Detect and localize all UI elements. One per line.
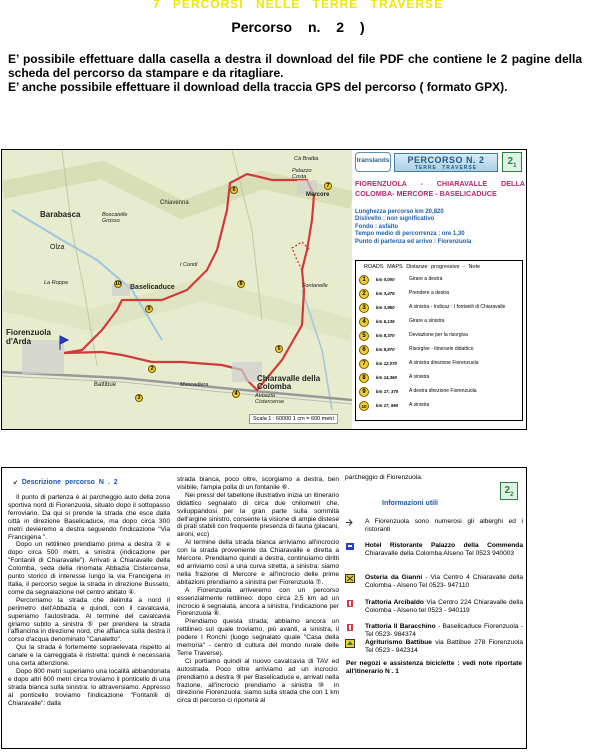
trattoria-icon	[345, 599, 355, 608]
waypoint-marker-4: 4	[232, 390, 240, 398]
route-subtitle: Percorso n. 2 )	[231, 19, 365, 35]
road-step-km: km 14,360	[376, 375, 397, 380]
map-label-i-condi: I Condi	[180, 262, 198, 268]
waypoint-marker-9: 9	[145, 305, 153, 313]
map-scale: Scala 1 : 60000 1 cm = 600 metri	[249, 414, 338, 424]
route-page-index: 2	[510, 492, 514, 498]
roads-table-header: ROADS MAPS Distanze progressive - Note	[364, 264, 481, 270]
info-title: Informazioni utili	[382, 500, 438, 507]
road-step-desc: A sinistra	[409, 374, 430, 380]
map-label-fontanelle: Fontanelle	[302, 283, 328, 289]
info-item-text	[365, 599, 523, 614]
road-step-km: km 3,475	[376, 291, 395, 296]
waypoint-marker-5: 5	[275, 345, 283, 353]
map-label-boscatelle: Boscatelle Grosso	[102, 212, 128, 224]
route-sheet-page-2[interactable]	[1, 467, 527, 749]
osteria-icon	[345, 574, 355, 583]
map-label-chiaravalle: Chiaravalle della Colomba	[257, 374, 321, 391]
map-label-ca-brattia: Cà Brattia	[294, 156, 319, 162]
road-step-number: 6	[359, 345, 369, 355]
map-label-olza: Olza	[50, 244, 65, 251]
road-step-desc: Deviazione per la risorgiva	[409, 332, 468, 338]
description-paragraph: Prendiamo questa strada; abbiamo ancora un rettilineo sul quale troviamo, più avanti, a sinistra, il podere I Ronchi (luogo segnalato quale "Casa della memoria" - centro di cultura del mondo rurale delle Terre Traverse).	[177, 618, 339, 657]
intro-text	[8, 52, 582, 94]
waypoint-marker-7: 7	[324, 182, 332, 190]
route-number-badge	[502, 152, 522, 172]
map-label-baselicaduce: Baselicaduce	[130, 284, 175, 291]
road-step-desc: Girare a sinistra	[409, 318, 445, 324]
map-label-fiorenzuola: Fiorenzuola d'Arda	[6, 328, 51, 346]
road-row	[359, 373, 521, 386]
road-row	[359, 331, 521, 344]
route-time: Tempo medio di percorrenza : ore 1,30	[355, 231, 465, 238]
waypoint-marker-10: 10	[115, 281, 122, 287]
agriturismo-icon	[345, 639, 355, 648]
description-paragraph: Nei pressi del tabellone illustrativo inizia un itinerario didattico segnalato di circa due chilometri che, sviluppandosi per la gran parte sulla sommità dell'argine sinistro, consente la visione di ampie distese di prati stabili con frequente presenza di fauna (placani, aironi, ecc)	[177, 491, 339, 539]
route-sheet-page-1[interactable]	[1, 149, 527, 430]
route-elevation: Dislivello : non significativo	[355, 216, 435, 223]
description-title	[13, 479, 118, 486]
description-paragraph: Dopo un rettilineo prendiamo prima a destra ② e dopo circa 500 metri, a sinistra (indicazione per "Fontanili di Chiaravalle"). Arrivati a Chiaravalle della Colomba, seda della rinomata Abbazia Cistercense, punto storico di interesse lungo la via Francigena in Italia, il percorso segue la strada in direzione Busseto, come da segnalazione nel centro abitato ④.	[8, 541, 170, 596]
info-item-name: Osteria da Gianni	[365, 574, 423, 581]
road-step-desc: A sinistra	[409, 402, 430, 408]
road-step-number: 2	[359, 289, 369, 299]
road-row	[359, 317, 521, 330]
info-item-text	[365, 542, 523, 557]
route-page-index: 1	[513, 163, 517, 169]
road-row	[359, 275, 521, 288]
road-step-number: 5	[359, 331, 369, 341]
info-item-name: Agriturismo Battibue	[365, 639, 432, 646]
hotel-icon	[345, 542, 355, 551]
description-paragraph: Il punto di partenza è al parcheggio auto della zona sportiva nord di Fiorenzuola, situato dopo il sottopasso ferroviario. Da qui si prende la strada che esce dalla città in direzione Baselicaduce, ma dopo circa 300 metri devieremo a destra seguendo l'indicazione "Via Francigena ".	[8, 494, 170, 541]
route-surface: Fondo : asfalto	[355, 223, 398, 230]
page-number-badge	[500, 482, 518, 500]
road-step-number: 4	[359, 317, 369, 327]
translands-logo: translands	[355, 152, 391, 172]
route-banner-sub: TERRE TRAVERSE	[414, 165, 478, 171]
intro-line-2: E’ anche possibile effettuare il download della traccia GPS del percorso ( formato GPX).	[8, 80, 508, 94]
road-row	[359, 401, 521, 414]
waypoint-marker-2: 2	[148, 365, 156, 373]
waypoint-marker-3: 3	[135, 394, 143, 402]
road-step-km: km 12,070	[376, 361, 397, 366]
route-number: 2	[507, 156, 514, 167]
info-item-text	[365, 639, 523, 654]
arrow-icon: ↙	[13, 480, 22, 486]
intro-line-1: E’ possibile effettuare dalla casella a destra il download del file PDF che contiene le 2 pagine della scheda del percorso da stampare e da ritagliare.	[8, 52, 582, 80]
description-column-2	[177, 476, 339, 705]
road-row	[359, 387, 521, 400]
map-label-battibue: Battibue	[94, 382, 117, 388]
road-step-desc: A sinistra direzione Fiorenzuola	[409, 360, 479, 366]
road-step-number: 7	[359, 359, 369, 369]
road-step-km: km 0,000	[376, 277, 395, 282]
route-name: FIORENZUOLA - CHIARAVALLE DELLA COLOMBA- MERCORE - BASELICADUCE	[355, 179, 525, 198]
trattoria-icon	[345, 623, 355, 632]
info-item-text	[365, 574, 523, 589]
road-row	[359, 289, 521, 302]
info-item-details: Via Centro 224 Chiaravalle della Colomba - Alseno tel 0523 - 940119	[365, 599, 523, 614]
description-paragraph: strada bianca, poco oltre, scorgiamo a destra, ben visibile, l'ampia polla di un fontanile ⑥.	[177, 476, 339, 491]
map-label-barabasca: Barabasca	[40, 210, 81, 219]
road-step-km: km 8,370	[376, 333, 395, 338]
route-number: 2	[504, 485, 511, 496]
info-item-name: Trattoria Il Baracchino	[365, 623, 436, 630]
route-map	[2, 150, 352, 429]
road-step-number: 9	[359, 387, 369, 397]
description-paragraph: Ci portiamo quindi al nuovo cavalcavia di TAV ed autostrada. Poco oltre arriviamo ad un incrocio: prendiamo a destra ⑨ per Baselicaduce e, arrivati nella frazione, all'incrocio prendiamo a sinistra ⑩ in direzione Fiorenzuola: siamo sulla strada che con 1 km circa di percorso ci riporterà al	[177, 657, 339, 705]
road-step-desc: A destra direzione Fiorenzuola	[409, 388, 477, 394]
road-row	[359, 359, 521, 372]
info-item-details: via Battibue 278 Fiorenzuola Tel 0523 - 942314	[365, 639, 523, 654]
info-item-details: Chiaravalle della Colomba Alseno Tel 0523 940003	[365, 549, 515, 557]
map-label-palazzo-costa: Palazzo Costa	[292, 168, 312, 180]
road-step-km: km 17, 950	[376, 403, 399, 408]
info-item-text	[365, 623, 523, 638]
road-row	[359, 345, 521, 358]
map-label-abbazia: Abbazia Cistercense	[255, 393, 285, 405]
road-step-km: km 8,870	[376, 347, 395, 352]
description-column-1	[8, 494, 170, 707]
route-start: Punto di partenza ed arrivo : Fiorenzuola	[355, 238, 472, 245]
roads-map-table	[355, 260, 523, 421]
description-title-text: Descrizione percorso N . 2	[21, 479, 118, 486]
road-step-desc: Risorgive - itinerario didattico	[409, 346, 474, 352]
road-step-desc: A sinistra - Indicaz : I fontanili di Chiaravalle	[409, 304, 506, 310]
road-step-desc: Girare a destra	[409, 276, 443, 282]
map-label-mercore: Mercore	[306, 192, 330, 198]
description-paragraph: A Fiorenzuola arriveremo con un percorso essenzialmente rettilineo: dopo circa 2,5 km ad un incrocio è segnalata, ancora a sinistra, l'indicazione per Fiorenzuola ⑧.	[177, 586, 339, 618]
description-paragraph: Qui la strada è fortemente sopraelevata rispetto al canale e la carreggiata è ristretta: quindi è necessaria una certa attenzione.	[8, 644, 170, 668]
road-step-number: 10	[359, 401, 369, 411]
bike-note: Per negozi e assistenza biciclette : vedi note riportate all'itinerario N . 1	[346, 660, 522, 675]
description-paragraph: Percorriamo la strada che delimita a nord il perimetro dell'Abbazia e quindi, con il cavalcavia, superiamo l'autostrada. Al termine del cavalcavia giriamo subito a sinistra ⑤ per prendere la strada l'affiancina in direzione nord, che affianca sulla destra il corso d'acqua denominato "Canaletto".	[8, 596, 170, 644]
map-label-chiavenna: Chiavenna	[160, 200, 189, 206]
arrow-icon	[345, 518, 355, 527]
info-item-details: - Baselicaduce Fiorenzuola - Tel 0523- 984374	[365, 623, 523, 638]
road-step-km: km 3,950	[376, 305, 395, 310]
route-length: Lunghezza percorso km 20,820	[355, 209, 444, 215]
road-step-number: 1	[359, 275, 369, 285]
route-info-panel	[352, 150, 526, 429]
road-step-desc: Prendere a destra	[409, 290, 450, 296]
route-info-list	[355, 209, 525, 246]
waypoint-marker-8: 8	[237, 280, 245, 288]
section-title: 7 PERCORSI NELLE TERRE TRAVERSE	[152, 0, 444, 11]
road-row	[359, 303, 521, 316]
info-item-name: Trattoria Arcibaldo	[365, 599, 424, 606]
description-paragraph: Dopo 800 metri superiamo una località abbandonata e dopo altri 600 metri circa troviamo il ponticello di una strada bianca sulla sinistra: lo attraversiamo. Appresso al ponticello troviamo l'indicazione "Fontanili di Chiaravalle": dalla	[8, 667, 170, 707]
info-item-text: A Fiorenzuola sono numerosi gli alberghi ed i ristoranti	[365, 518, 523, 533]
route-banner-title: PERCORSO N. 2	[407, 155, 485, 165]
road-step-km: km 6,135	[376, 319, 395, 324]
map-label-la-roppa: La Roppa	[44, 280, 68, 286]
info-column	[345, 474, 523, 675]
info-item-name: Hotel Ristorante Palazzo della Commenda	[365, 542, 523, 549]
road-step-km: km 17, 370	[376, 389, 399, 394]
description-paragraph: Al termine della strada bianca arriviamo all'incrocio con la strada proveniente da Chiaravalle e diretta a Mercore. Prendiamo quindi a destra, continuiamo diritti ed arriviamo così a una curva stretta, a sinistra: siamo nella frazione di Mercore e all'incrocio delle prime abitazioni prendiamo a sinistra per Fiorenzuola ⑦.	[177, 539, 339, 586]
map-label-mascadiera: Mascadiera	[180, 382, 209, 388]
route-banner	[394, 153, 498, 172]
road-step-number: 3	[359, 303, 369, 313]
info-item-details: - Via Centro 4 Chiaravalle della Colomba - Alseno Tel 0523- 947110	[365, 574, 523, 589]
road-step-number: 8	[359, 373, 369, 383]
description-continuation: parcheggio di Fiorenzuola.	[345, 474, 423, 481]
waypoint-marker-6: 6	[230, 186, 238, 194]
